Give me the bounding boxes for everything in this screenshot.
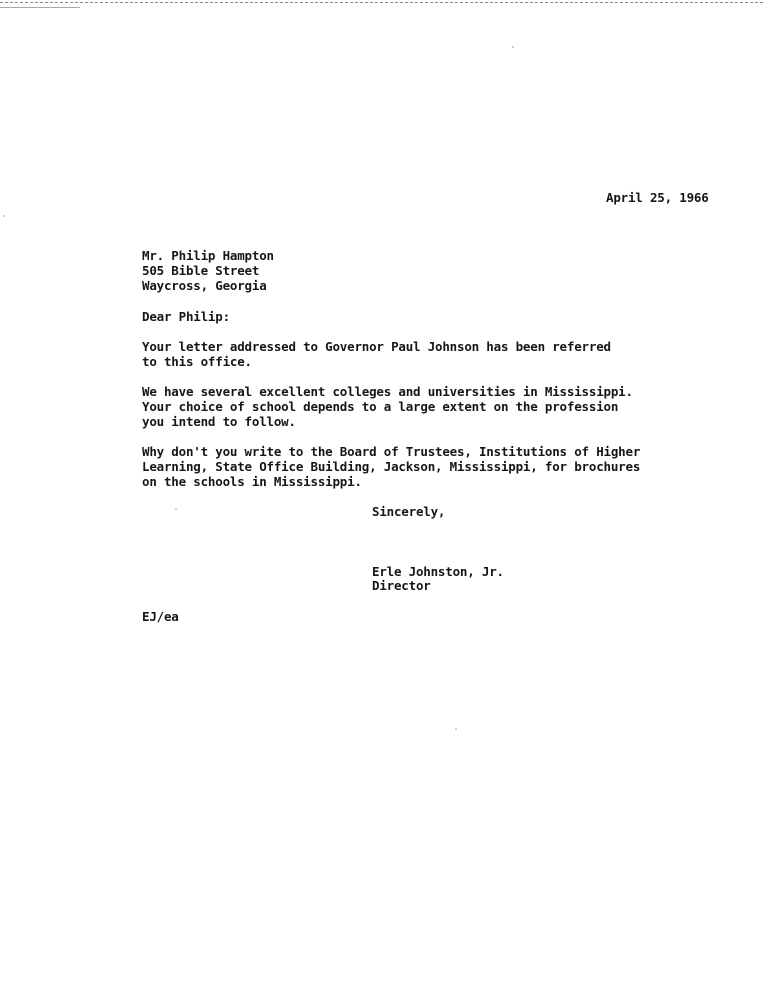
- paragraph-line: to this office.: [142, 354, 252, 369]
- scan-speck: [512, 46, 514, 48]
- recipient-name: Mr. Philip Hampton: [142, 248, 274, 263]
- paragraph-line: Learning, State Office Building, Jackson, Mississippi, for brochures: [142, 459, 641, 474]
- top-edge-mark: [0, 7, 80, 8]
- perforated-top-edge: [0, 2, 763, 3]
- letter-date: April 25, 1966: [606, 190, 709, 205]
- complimentary-closing: Sincerely,: [372, 504, 446, 519]
- signer-title: Director: [372, 578, 431, 593]
- signer-name: Erle Johnston, Jr.: [372, 564, 504, 579]
- paragraph-line: We have several excellent colleges and universities in Mississippi.: [142, 384, 633, 399]
- paragraph-line: Your choice of school depends to a large extent on the profession: [142, 399, 619, 414]
- paragraph-line: on the schools in Mississippi.: [142, 474, 362, 489]
- scan-speck: [175, 508, 177, 510]
- paragraph-line: Your letter addressed to Governor Paul Johnson has been referred: [142, 339, 611, 354]
- reference-initials: EJ/ea: [142, 609, 179, 624]
- recipient-city: Waycross, Georgia: [142, 278, 267, 293]
- paragraph-line: you intend to follow.: [142, 414, 296, 429]
- paragraph-line: Why don't you write to the Board of Trustees, Institutions of Higher: [142, 444, 641, 459]
- salutation: Dear Philip:: [142, 309, 230, 324]
- scan-speck: [455, 728, 457, 730]
- scan-speck: [3, 215, 5, 217]
- recipient-street: 505 Bible Street: [142, 263, 260, 278]
